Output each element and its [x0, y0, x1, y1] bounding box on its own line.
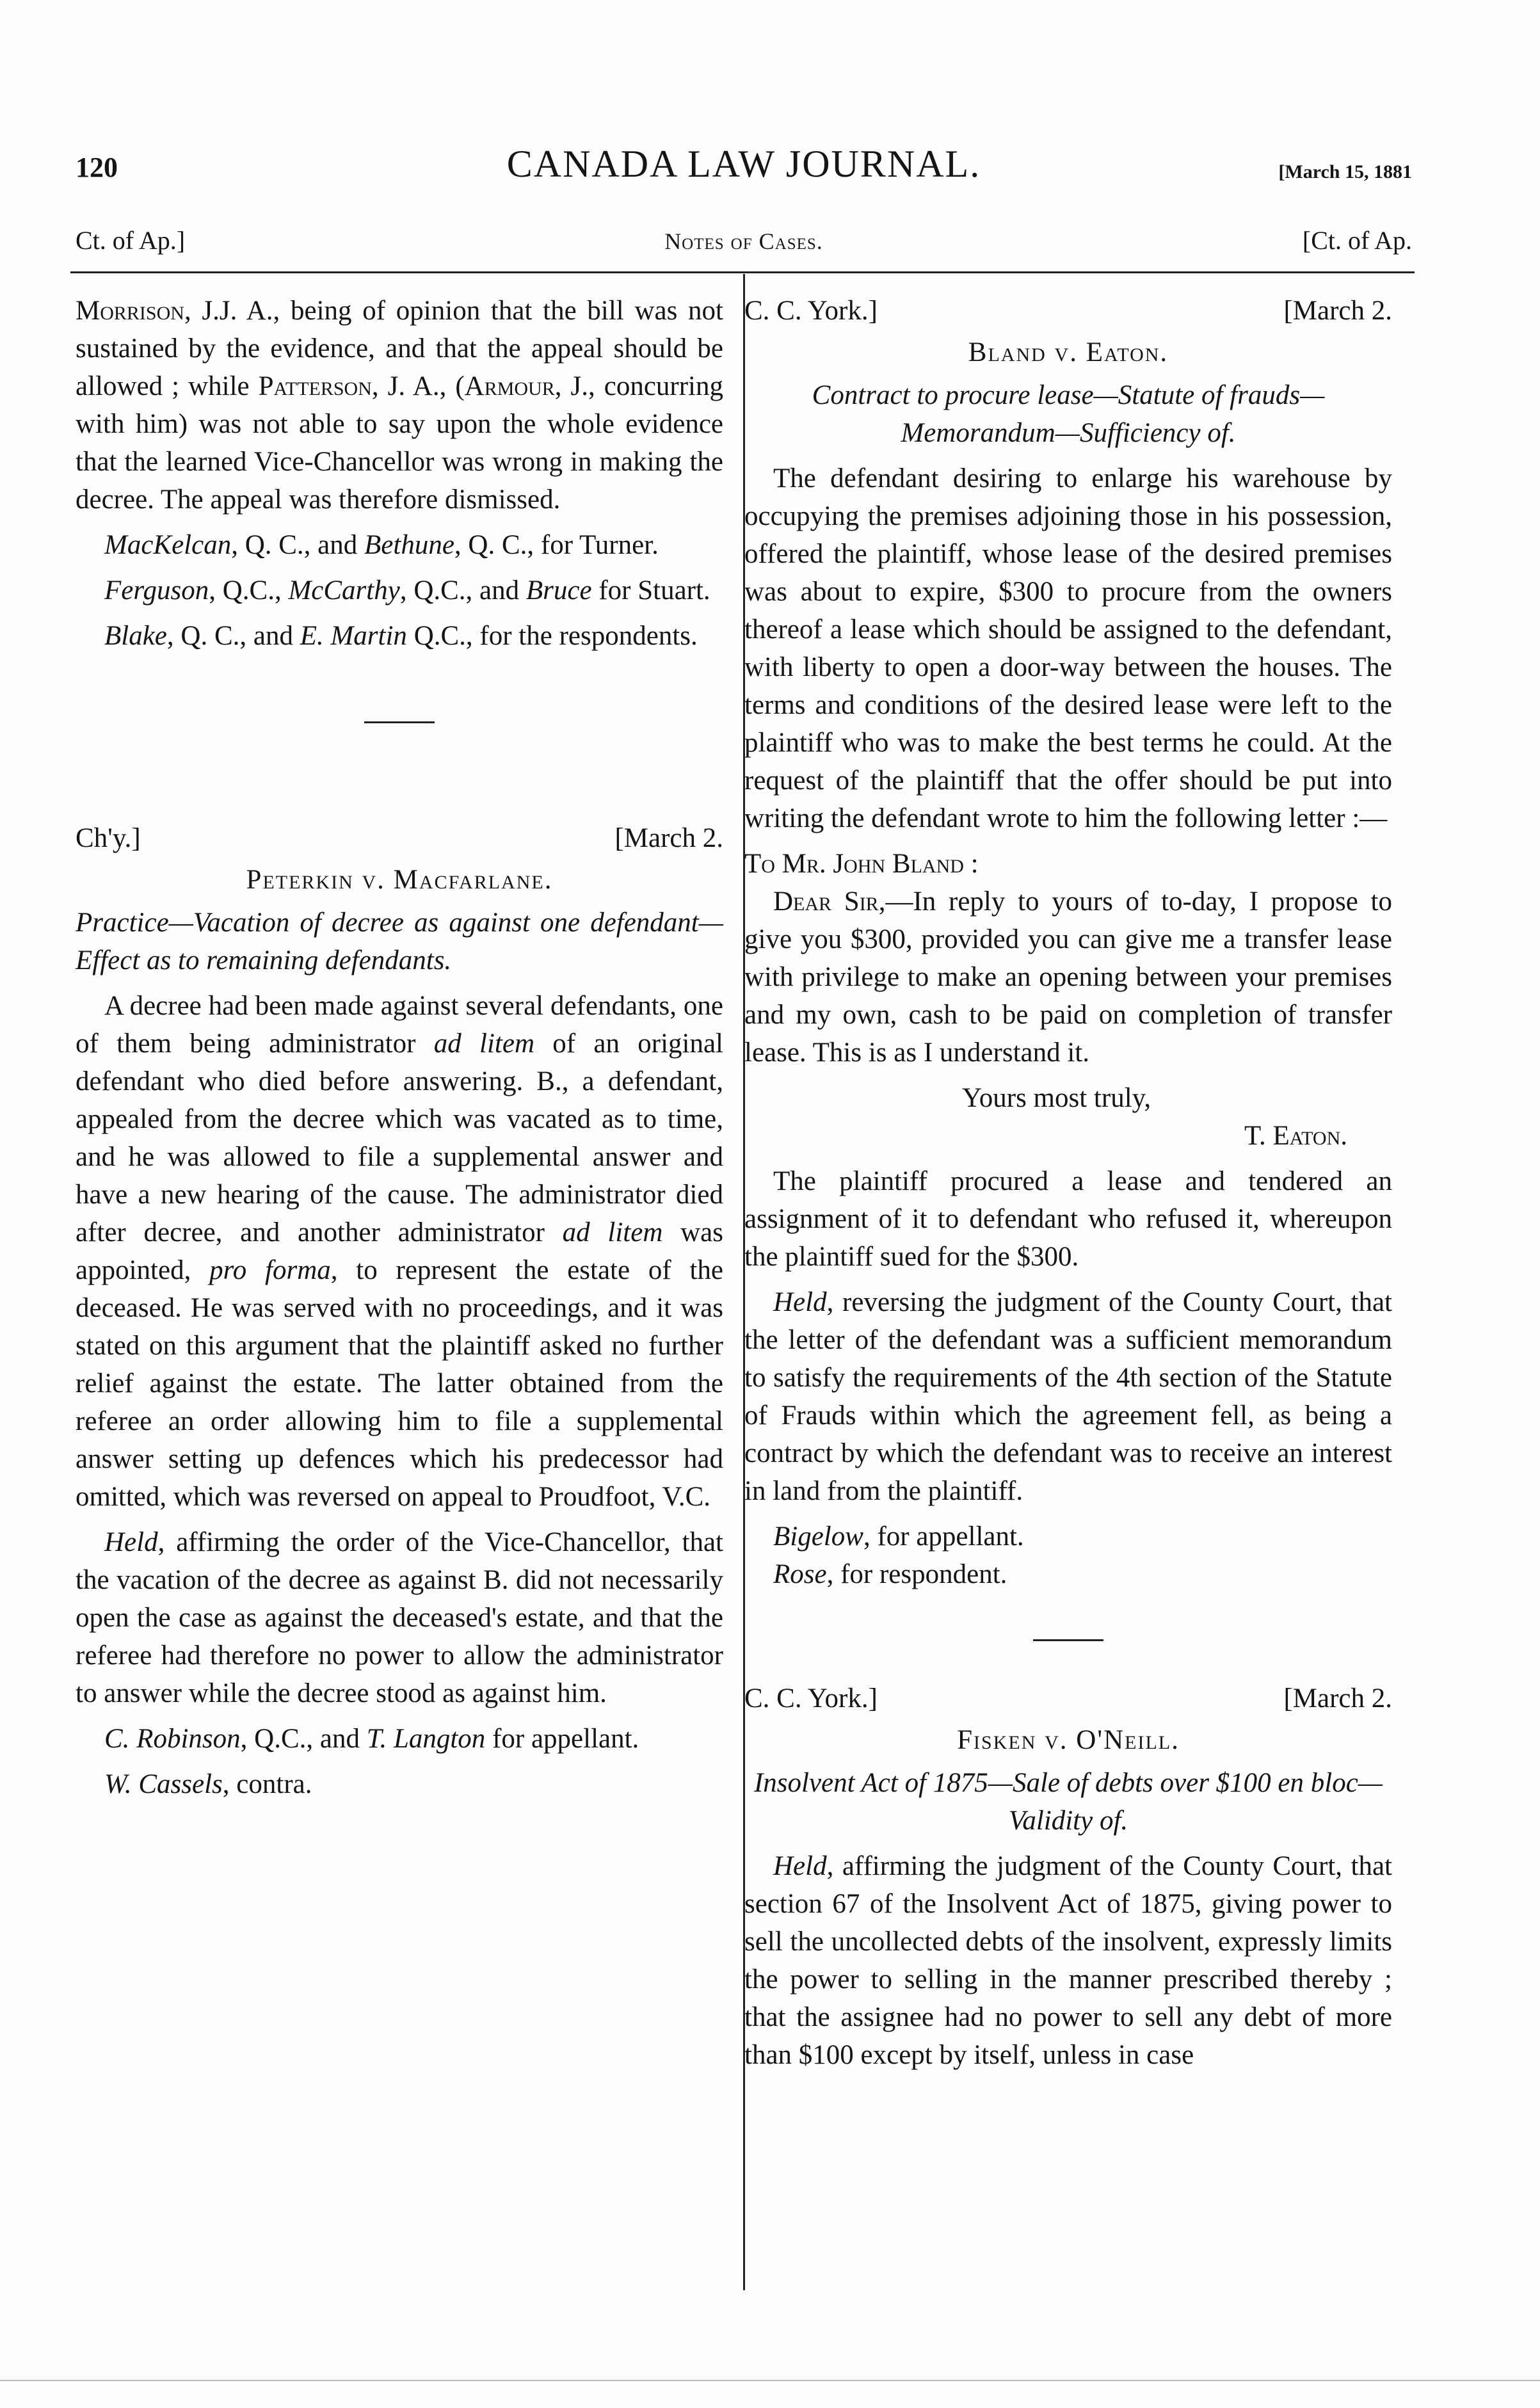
counsel-line	[744, 1555, 1392, 1593]
case-date: [March 2.	[614, 823, 723, 853]
italic-text: Blake	[104, 621, 167, 651]
case-facts	[76, 987, 723, 1516]
text-run: , affirming the order of the Vice-Chancellor, that the vacation of the decree as against B. did not necessarily open the case as against the deceased's estate, and that the referee had therefore no power to allow the administrator to answer while the decree stood as against him.	[76, 1527, 723, 1708]
text-run: , contra.	[222, 1769, 312, 1799]
text-run: , Q.C., and	[399, 575, 526, 606]
italic-text: Bruce	[525, 575, 592, 606]
italic-text: Held	[773, 1287, 827, 1317]
court-right: [Ct. of Ap.	[1302, 226, 1412, 255]
text-run: , Q. C., for Turner.	[454, 530, 659, 560]
italic-text: Bigelow	[773, 1521, 863, 1552]
text-run: , J. A., (	[371, 371, 465, 401]
text-run: , J.J. A., being of opinion that the bill was not sustained by the evidence, and that the appeal should be allowed ; while	[76, 296, 723, 401]
italic-text: W. Cassels	[104, 1769, 223, 1799]
text-run: for Stuart.	[591, 575, 710, 606]
case-title: Peterkin v. Macfarlane.	[246, 865, 553, 895]
italic-text: C. Robinson	[104, 1724, 241, 1754]
text-run: of an original defendant who died before answering. B., a defendant, appealed from the decree which was vacated as to time, and he was allowed to file a supplemental answer and have a new hearing of the cause. The administrator died after decree, and another administrator	[76, 1029, 723, 1248]
case-holding	[744, 1283, 1392, 1510]
issue-date: [March 15, 1881	[1278, 161, 1412, 182]
text-run: for appellant.	[485, 1724, 639, 1754]
italic-text: Bethune	[364, 530, 454, 560]
case-facts: The plaintiff procured a lease and tendered an assignment of it to defendant who refused it, whereupon the plaintiff sued for the $300.	[744, 1166, 1392, 1272]
italic-text: Rose	[773, 1559, 827, 1589]
letter-body	[744, 883, 1392, 1072]
text-run: , Q. C., and	[231, 530, 365, 560]
text-run: , to represent the estate of the deceased. He was served with no proceedings, and it was stated on this argument that the plaintiff asked no further relief against the estate. The latter obtained from the referee an order allowing him to file a supplemental answer setting up defences which his predecessor had omitted, which was reversed on appeal to Proudfoot, V.C.	[76, 1255, 723, 1512]
right-column	[744, 292, 1392, 2082]
case-facts: The defendant desiring to enlarge his warehouse by occupying the premises adjoining those in his possession, offered the plaintiff, whose lease of the desired premises was about to expire, $300 to procure from the owners thereof a lease which should be assigned to the defendant, with liberty to open a door-way between the houses. The terms and conditions of the desired lease were left to the plaintiff who was to make the best terms he could. At the request of the plaintiff that the offer should be put into writing the defendant wrote to him the following letter :—	[744, 463, 1392, 833]
case-title: Fisken v. O'Neill.	[957, 1725, 1180, 1755]
case-date: [March 2.	[1283, 1683, 1392, 1714]
left-column	[76, 292, 723, 1811]
case-date: [March 2.	[1283, 296, 1392, 326]
text-run: was appointed,	[76, 1217, 724, 1285]
italic-text: ad litem	[433, 1029, 534, 1059]
text-run: , for appellant.	[863, 1521, 1024, 1552]
small-caps-text: Morrison	[76, 296, 184, 326]
text-run: , Q. C., and	[166, 621, 300, 651]
case-title: Bland v. Eaton.	[968, 337, 1169, 367]
counsel-line	[76, 1720, 723, 1758]
italic-text: pro forma	[209, 1255, 331, 1285]
court-left: Ct. of Ap.]	[76, 226, 186, 255]
case-court: C. C. York.]	[744, 1683, 878, 1714]
case-court: Ch'y.]	[76, 823, 141, 853]
case-heading	[744, 1680, 1392, 1717]
case-syllabus: Insolvent Act of 1875—Sale of debts over $100 en bloc—Validity of.	[753, 1768, 1383, 1836]
italic-text: MacKelcan	[104, 530, 232, 560]
section-title: Notes of Cases.	[664, 229, 823, 254]
page-number: 120	[76, 152, 118, 183]
letter-closing: Yours most truly,	[962, 1083, 1151, 1113]
small-caps-text: Dear Sir	[773, 887, 879, 917]
case-holding	[744, 1847, 1392, 2074]
page-bottom-edge	[0, 2380, 1540, 2381]
italic-text: McCarthy	[288, 575, 400, 606]
counsel-line	[76, 572, 723, 609]
text-run: , J., concurring with him) was not able to say upon the whole evidence that the learned Vice-Chancellor was wrong in making the decree. The appeal was therefore dismissed.	[76, 371, 723, 515]
letter-addressee: To Mr. John Bland :	[744, 849, 979, 879]
italic-text: Ferguson	[104, 575, 209, 606]
small-caps-text: Patterson	[258, 371, 372, 401]
italic-text: Held	[773, 1851, 827, 1881]
text-run: , Q.C., and	[240, 1724, 367, 1754]
case-holding	[76, 1523, 723, 1712]
running-subheader	[76, 225, 1412, 261]
text-run: , Q.C.,	[209, 575, 289, 606]
italic-text: T. Langton	[366, 1724, 486, 1754]
case-syllabus: Contract to procure lease—Statute of frauds—Memorandum—Sufficiency of.	[812, 380, 1325, 448]
case-heading	[744, 292, 1392, 330]
judgment-paragraph	[76, 292, 723, 518]
italic-text: ad litem	[562, 1217, 663, 1248]
text-run: ,—In reply to yours of to-day, I propose to give you $300, provided you can give me a transfer lease with privilege to make an opening between your premises and my own, cash to be paid on completion of transfer lease. This is as I understand it.	[744, 887, 1392, 1068]
text-run: Q.C., for the respondents.	[406, 621, 698, 651]
case-court: C. C. York.]	[744, 296, 878, 326]
counsel-line	[76, 1765, 723, 1803]
text-run: , reversing the judgment of the County Court, that the letter of the defendant was a sufficient memorandum to satisfy the requirements of the 4th section of the Statute of Frauds within which the agreement fell, as being a contract by which the defendant was to receive an interest in land from the plaintiff.	[744, 1287, 1392, 1506]
text-run: , affirming the judgment of the County Court, that section 67 of the Insolvent Act of 1875, giving power to sell the uncollected debts of the insolvent, expressly limits the power to selling in the manner prescribed thereby ; that the assignee had no power to sell any debt of more than $100 except by itself, unless in case	[744, 1851, 1392, 2070]
italic-text: Held	[104, 1527, 158, 1557]
letter-signature: T. Eaton.	[1244, 1121, 1347, 1151]
italic-text: E. Martin	[300, 621, 407, 651]
text-run: A decree had been made against several defendants, one of them being administrator	[76, 991, 723, 1059]
journal-title: CANADA LAW JOURNAL.	[506, 143, 981, 185]
counsel-line	[76, 617, 723, 655]
case-heading	[76, 819, 723, 857]
header-rule	[70, 271, 1415, 273]
page-header	[76, 142, 1412, 187]
counsel-line	[76, 526, 723, 564]
counsel-line	[744, 1518, 1392, 1555]
case-syllabus: Practice—Vacation of decree as against one defendant—Effect as to remaining defendants.	[76, 908, 723, 975]
small-caps-text: Armour	[464, 371, 555, 401]
text-run: , for respondent.	[826, 1559, 1007, 1589]
